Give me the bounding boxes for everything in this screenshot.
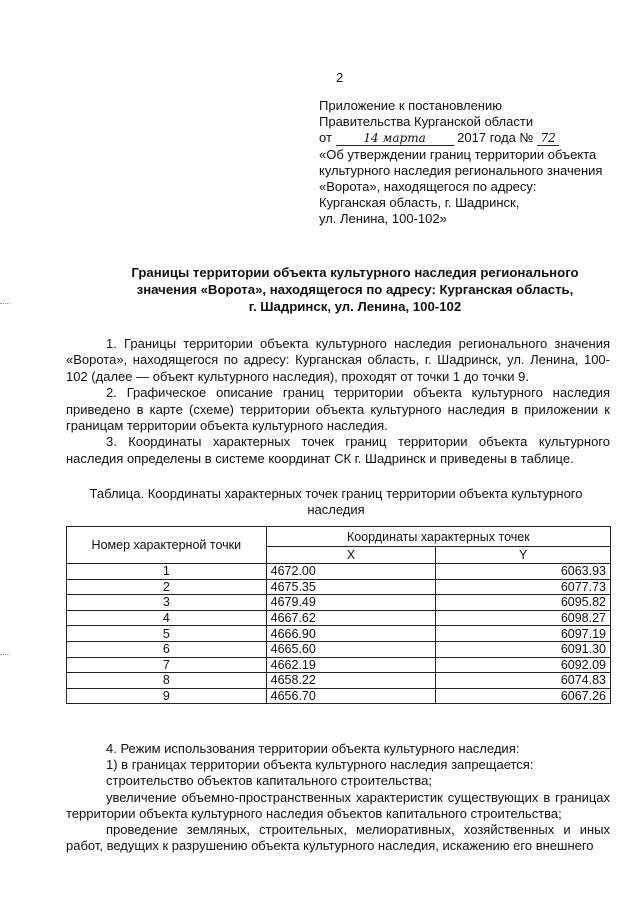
title-line-3: г. Шадринск, ул. Ленина, 100-102 [248, 299, 462, 314]
table-caption: Таблица. Координаты характерных точек границ территории объекта культурного наследия [89, 486, 583, 517]
y-coordinate-cell: 6063.93 [436, 564, 611, 580]
paragraph-6: строительство объектов капитального строительства; [106, 773, 432, 789]
y-coordinate-cell: 6095.82 [436, 595, 611, 611]
x-coordinate-cell: 4679.49 [266, 595, 436, 611]
x-coordinate-cell: 4672.00 [266, 564, 436, 580]
table-row [67, 641, 611, 657]
body-section-2 [66, 741, 610, 854]
point-number-cell: 7 [67, 657, 267, 673]
y-coordinate-cell: 6097.19 [436, 626, 611, 642]
point-number-cell: 1 [67, 564, 267, 580]
table-row [67, 626, 611, 642]
table-row [67, 610, 611, 626]
header-point-number: Номер характерной точки [67, 527, 267, 564]
document-title [100, 264, 610, 315]
x-coordinate-cell: 4665.60 [266, 641, 436, 657]
handwritten-number: 72 [537, 132, 559, 146]
appendix-about-4: Курганская область, г. Шадринск, [319, 195, 520, 211]
title-line-1: Границы территории объекта культурного наследия регионального [131, 265, 579, 280]
paragraph-3: 3. Координаты характерных точек границ территории объекта культурного наследия определены в системе координат СК г. Шадринск и приведены в таблице. [66, 434, 610, 466]
year-text: 2017 года № [457, 130, 534, 146]
paragraph-2: 2. Графическое описание границ территории объекта культурного наследия приведено в карте (схеме) территории объекта культурного наследия в приложении к границам территории объекта культурного наследия. [66, 385, 610, 434]
point-number-cell: 8 [67, 673, 267, 689]
title-line-2: значения «Ворота», находящегося по адресу: Курганская область, [136, 282, 574, 297]
x-coordinate-cell: 4656.70 [266, 688, 436, 704]
x-coordinate-cell: 4675.35 [266, 579, 436, 595]
x-coordinate-cell: 4667.62 [266, 610, 436, 626]
table-row [67, 657, 611, 673]
x-coordinate-cell: 4662.19 [266, 657, 436, 673]
table-row [67, 673, 611, 689]
appendix-about-2: культурного наследия регионального значения [319, 162, 603, 178]
table-row [67, 688, 611, 704]
paragraph-4: 4. Режим использования территории объекта культурного наследия: [106, 741, 520, 756]
point-number-cell: 4 [67, 610, 267, 626]
coordinates-table-body [67, 564, 611, 704]
point-number-cell: 5 [67, 626, 267, 642]
y-coordinate-cell: 6091.30 [436, 641, 611, 657]
paragraph-5: 1) в границах территории объекта культурного наследия запрещается: [106, 757, 534, 773]
header-coordinates: Координаты характерных точек [266, 527, 610, 547]
appendix-about-1: «Об утверждении границ территории объекта [319, 146, 597, 162]
header-x: X [266, 547, 436, 564]
y-coordinate-cell: 6092.09 [436, 657, 611, 673]
coordinates-table [66, 526, 611, 704]
appendix-line-2: Правительства Курганской области [319, 114, 534, 130]
margin-mark [0, 303, 10, 304]
y-coordinate-cell: 6077.73 [436, 579, 611, 595]
table-row [67, 564, 611, 580]
point-number-cell: 9 [67, 688, 267, 704]
y-coordinate-cell: 6098.27 [436, 610, 611, 626]
paragraph-8: проведение земляных, строительных, мелиоративных, хозяйственных и иных работ, ведущих к разрушению объекта культурного наследия, искажению его внешнего [66, 822, 610, 854]
y-coordinate-cell: 6067.26 [436, 688, 611, 704]
point-number-cell: 2 [67, 579, 267, 595]
point-number-cell: 6 [67, 641, 267, 657]
paragraph-7: увеличение объемно-пространственных характеристик существующих в границах территории объекта культурного наследия объектов капитального строительства; [66, 789, 610, 821]
from-label: от [319, 130, 332, 146]
handwritten-date: 14 марта [336, 132, 454, 146]
appendix-line-1: Приложение к постановлению [319, 98, 502, 113]
paragraph-1: 1. Границы территории объекта культурного наследия регионального значения «Ворота», находящегося по адресу: Курганская область, г. Шадринск, ул. Ленина, 100-102 (далее — объект культурного наследия), проходят от точки 1 до точки 9. [66, 336, 610, 384]
appendix-about-3: «Ворота», находящегося по адресу: [319, 179, 537, 195]
x-coordinate-cell: 4658.22 [266, 673, 436, 689]
table-row [67, 579, 611, 595]
body-section-1 [66, 336, 610, 467]
margin-mark [0, 654, 10, 655]
header-y: Y [436, 547, 611, 564]
x-coordinate-cell: 4666.90 [266, 626, 436, 642]
appendix-about-5: ул. Ленина, 100-102» [319, 211, 447, 227]
page-number: 2 [336, 70, 344, 85]
appendix-date-line [319, 130, 619, 146]
appendix-header [319, 98, 619, 228]
point-number-cell: 3 [67, 595, 267, 611]
table-row [67, 595, 611, 611]
y-coordinate-cell: 6074.83 [436, 673, 611, 689]
